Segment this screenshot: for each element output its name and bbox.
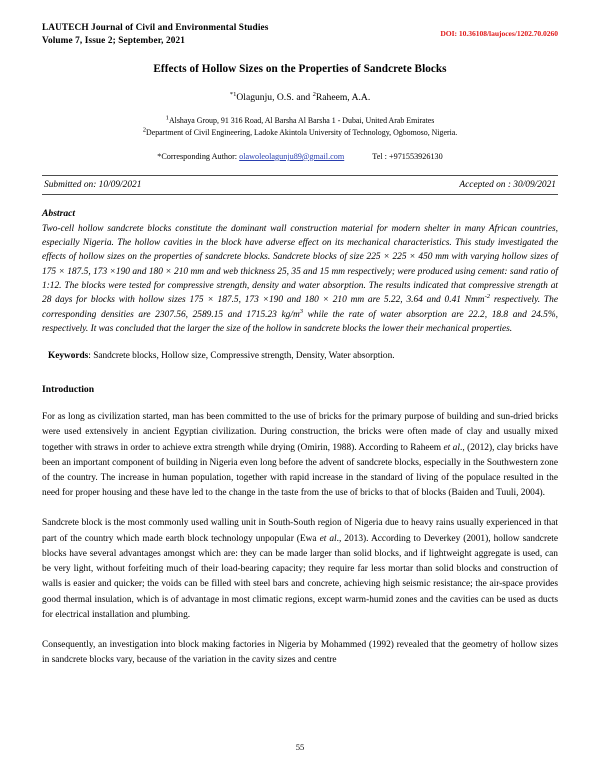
introduction-paragraph-2 xyxy=(42,516,558,623)
keywords-value: : Sandcrete blocks, Hollow size, Compressive strength, Density, Water absorption. xyxy=(88,351,395,362)
abstract-superscript-2: 3 xyxy=(299,307,304,315)
author-marker-1: *1 xyxy=(229,90,237,98)
affiliation-text-1: Alshaya Group, 91 316 Road, Al Barsha Al Barsha 1 - Dubai, United Arab Emirates xyxy=(168,116,435,125)
affiliation-block xyxy=(42,115,558,139)
paragraph-2-et-al: et al xyxy=(319,533,337,544)
author-list xyxy=(42,92,558,103)
page-number: 55 xyxy=(295,742,305,752)
keywords-line xyxy=(42,350,558,364)
introduction-paragraph-3: Consequently, an investigation into block making factories in Nigeria by Mohammed (1992) revealed that the geometry of hollow sizes in sandcrete blocks vary, because of the variation in the cavity sizes and centre xyxy=(42,640,558,666)
introduction-heading: Introduction xyxy=(42,384,95,396)
corresponding-author-email-link[interactable]: olawoleolagunju89@gmail.com xyxy=(239,151,345,161)
corresponding-author-line xyxy=(42,152,558,161)
affiliation-marker-1: 1 xyxy=(165,114,169,122)
dates-band xyxy=(42,175,558,195)
page-title: Effects of Hollow Sizes on the Properties of Sandcrete Blocks xyxy=(153,63,447,75)
author-name-2: Raheem, A.A. xyxy=(315,92,371,103)
keywords-label: Keywords xyxy=(48,351,89,362)
paragraph-1-et-al: et al xyxy=(443,442,460,453)
submitted-date: Submitted on: 10/09/2021 xyxy=(44,179,142,190)
author-name-1: Olagunju, O.S. xyxy=(236,92,294,103)
journal-volume-line: Volume 7, Issue 2; September, 2021 xyxy=(42,36,185,47)
paragraph-2-text-b: ., 2013). According to Deverkey (2001), hollow sandcrete blocks have several advantages amongst which are: they can be made larger than solid blocks, and if lightweight aggregate is used, can be very light, without forfeiting much of their load-bearing capacity; they require far less mortar than solid blocks and construction of walls is easier and quicker; the voids can be filled with steel bars and concrete, achieving high seismic resistance; the air-space provides good thermal insulation, which is of advantage in most climatic regions, except warm-humid zones and the cavities can be used as ducts for electrical installation and plumbing. xyxy=(42,533,558,620)
abstract-text-part-2: respectively. The corresponding densities are 2307.56, 2589.15 and 1715.23 kg/m xyxy=(42,295,558,320)
affiliation-text-2: Department of Civil Engineering, Ladoke Akintola University of Technology, Ogbomoso, Nigeria. xyxy=(146,127,458,137)
corresponding-author-tel-value: +971553926130 xyxy=(388,151,443,161)
abstract-superscript-1: -2 xyxy=(484,293,491,301)
paragraph-1-text-b: ., (2012), clay bricks have been an important component of building in Nigeria even long before the advent of sandcrete blocks, especially in the Southwestern zone of the country. The increase in human population, together with rapid increase in the standard of living of the populace resulted in the need for proper housing and these have led to the change in the taste from the use of bricks to that of blocks (Baiden and Tuuli, 2004). xyxy=(42,442,558,499)
corresponding-author-label: *Corresponding Author: xyxy=(157,151,238,161)
accepted-date: Accepted on : 30/09/2021 xyxy=(459,179,556,190)
affiliation-2 xyxy=(42,127,558,139)
doi-text: DOI: 10.36108/laujoces/1202.70.0260 xyxy=(440,29,558,38)
journal-name: LAUTECH Journal of Civil and Environmental Studies xyxy=(42,23,269,33)
author-marker-2: 2 xyxy=(312,90,316,98)
abstract-heading: Abstract xyxy=(42,207,76,219)
abstract-body xyxy=(42,222,558,336)
introduction-paragraph-1 xyxy=(42,410,558,501)
author-conjunction: and xyxy=(293,92,313,103)
affiliation-marker-2: 2 xyxy=(142,126,146,134)
abstract-text-part-1: Two-cell hollow sandcrete blocks constitute the dominant wall construction material for modern shelter in many African countries, especially Nigeria. The hollow cavities in the block have adverse effect on its mechanical characteristics. This study investigated the effects of hollow sizes on the properties of sandcrete blocks. Sandcrete blocks of size 225 × 225 × 450 mm with varying hollow sizes of 175 × 187.5, 173 ×190 and 180 × 210 mm and web thickness 25, 35 and 15 mm respectively; were produced using cement: sand ratio of 1:12. The blocks were tested for compressive strength, density and water absorption. The results indicated that compressive strength at 28 days for blocks with hollow sizes 175 × 187.5, 173 ×190 and 180 × 210 mm are 5.22, 3.64 and 0.41 Nmm xyxy=(42,223,558,306)
masthead xyxy=(42,22,558,54)
abstract-text-part-3: while the rate of water absorption are 22.2, 18.8 and 24.5%, respectively. It was concluded that the larger the size of the hollow in sandcrete blocks the lower their mechanical properties. xyxy=(42,309,558,334)
affiliation-1 xyxy=(42,115,558,127)
corresponding-author-tel-label: Tel : xyxy=(372,151,387,161)
paragraph-2-text-a: Sandcrete block is the most commonly used walling unit in South-South region of Nigeria due to heavy rains usually experienced in that part of the country which made earth block technology unpopular (Ewa xyxy=(42,518,558,544)
paragraph-1-text-a: For as long as civilization started, man has been committed to the use of bricks for the primary purpose of building and sun-dried bricks were used extensively in ancient Egyptian civilization. During construction, the bricks were often made of clay and usually mixed together with straws in order to achieve extra strength while drying (Omirin, 1988). According to Raheem xyxy=(42,412,558,453)
